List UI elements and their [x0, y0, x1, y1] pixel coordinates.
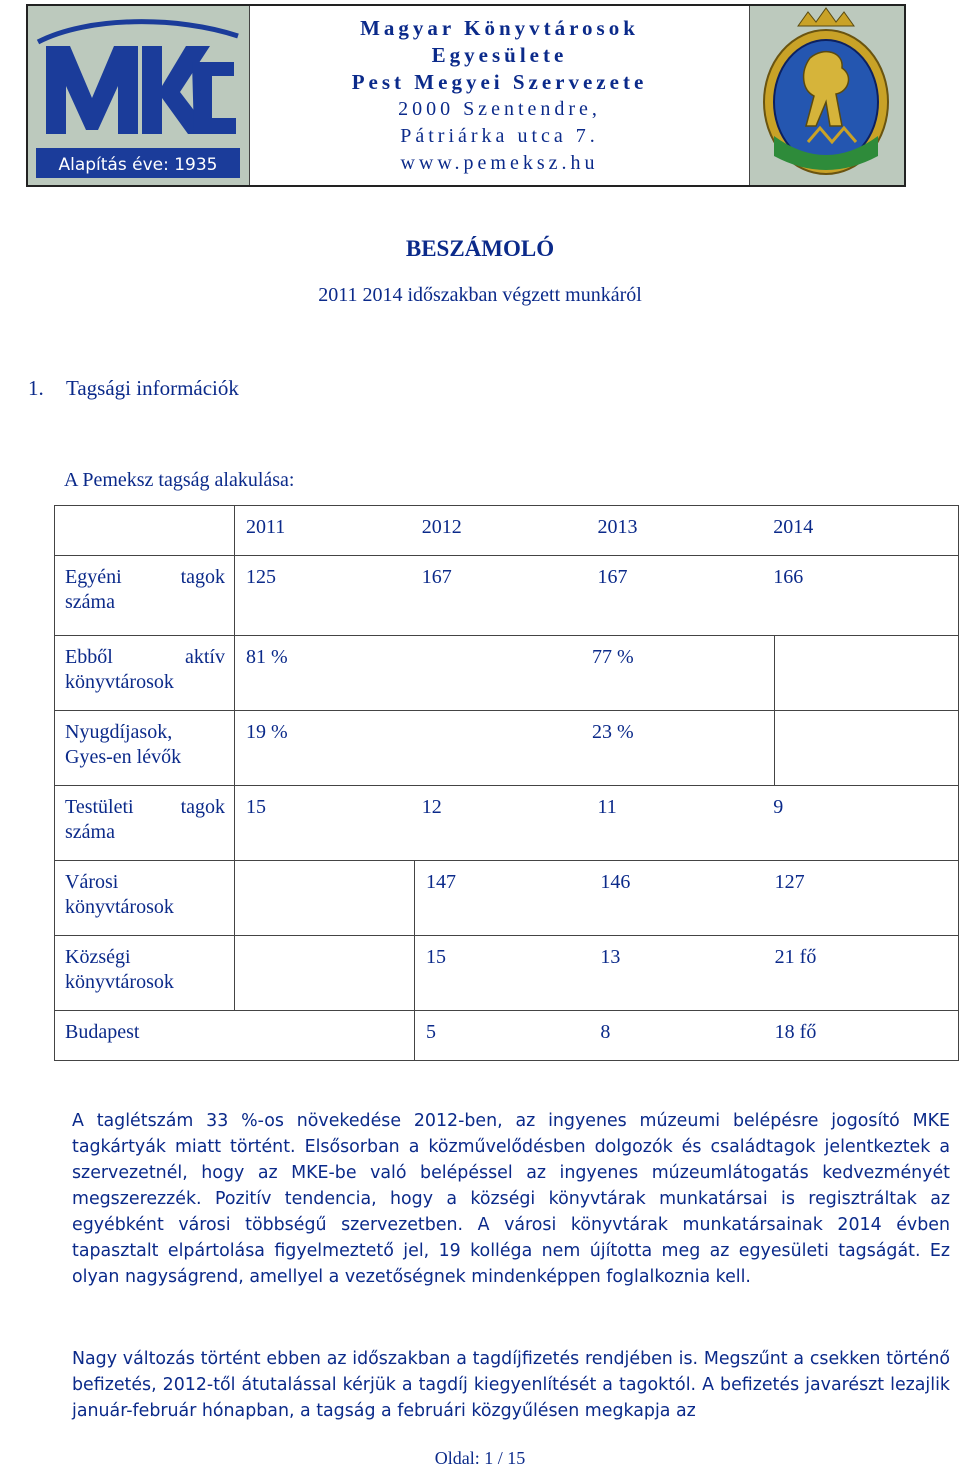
row-values-active-librarians: 81 % 77 %: [235, 636, 775, 711]
paragraph-fee-payment: Nagy változás történt ebben az időszakban a tagdíjfizetés rendjében is. Megszűnt a csekken történő befizetés, 2012-től átutalással kérjük a tagdíj kiegyenlítését a tagoktól. A befizetés javarészt lezajlik január-február hónapban, a tagság a februári közgyűlésen megkapja az: [72, 1349, 950, 1421]
row-value-budapest-2011: [235, 1011, 415, 1061]
org-address-line-2: Pátriárka utca 7.: [400, 124, 599, 147]
table-row: [55, 861, 959, 936]
org-name-line-3: Pest Megyei Szervezete: [351, 69, 648, 94]
pest-county-crest: [750, 6, 904, 185]
table-intro: A Pemeksz tagság alakulása:: [64, 469, 295, 491]
mke-logo-icon: [28, 6, 248, 185]
org-website-link[interactable]: www.pemeksz.hu: [400, 151, 599, 174]
row-values-individual-members: 125 167 167 166: [235, 556, 959, 636]
year-header-2012: 2012: [421, 516, 462, 538]
section-number: 1.: [28, 376, 44, 400]
row-values-city-librarians: 147 146 127: [415, 861, 959, 936]
membership-table: [54, 505, 959, 1061]
organisation-info: [250, 6, 750, 185]
row-label-pensioners: Nyugdíjasok, Gyes-en lévők: [55, 711, 235, 786]
coat-of-arms-icon: [750, 6, 902, 185]
table-row: [55, 936, 959, 1011]
row-label-village-librarians: Községi könyvtárosok: [55, 936, 235, 1011]
table-row: [55, 786, 959, 861]
row-value-city-librarians-2011: [235, 861, 415, 936]
row-values-village-librarians: 15 13 21 fő: [415, 936, 959, 1011]
row-label-budapest: Budapest: [55, 1011, 235, 1061]
table-header-years: [235, 506, 959, 556]
table-corner-cell: [55, 506, 235, 556]
org-name-line-1: Magyar Könyvtárosok: [360, 15, 639, 40]
table-row: [55, 556, 959, 636]
mke-logo: [28, 6, 250, 185]
section-title: Tagsági információk: [66, 376, 239, 400]
document-title: BESZÁMOLÓ: [405, 236, 555, 261]
table-row: [55, 1011, 959, 1061]
row-label-city-librarians: Városi könyvtárosok: [55, 861, 235, 936]
document-subtitle: 2011 2014 időszakban végzett munkáról: [318, 284, 642, 306]
row-value-village-librarians-2011: [235, 936, 415, 1011]
year-header-2011: 2011: [246, 516, 286, 538]
year-header-2013: 2013: [597, 516, 638, 538]
letterhead: [26, 4, 906, 187]
section-heading: [28, 376, 239, 401]
org-name-line-2: Egyesülete: [431, 42, 568, 67]
row-values-corporate-members: 15 12 11 9: [235, 786, 959, 861]
page-number: Oldal: 1 / 15: [434, 1448, 526, 1466]
table-row: [55, 636, 959, 711]
row-value-active-librarians-2014: [775, 636, 959, 711]
row-values-pensioners: 19 % 23 %: [235, 711, 775, 786]
table-row: [55, 711, 959, 786]
row-label-corporate-members: Testületi tagok száma: [55, 786, 235, 861]
row-value-pensioners-2014: [775, 711, 959, 786]
table-header-row: [55, 506, 959, 556]
row-values-budapest: 5 8 18 fő: [415, 1011, 959, 1061]
row-label-individual-members: Egyéni tagok száma: [55, 556, 235, 636]
org-address-line-1: 2000 Szentendre,: [398, 97, 601, 120]
logo-founded-text: Alapítás éve: 1935: [58, 155, 218, 175]
year-header-2014: 2014: [773, 516, 814, 538]
row-label-active-librarians: Ebből aktív könyvtárosok: [55, 636, 235, 711]
paragraph-membership-growth: A taglétszám 33 %-os növekedése 2012-ben, az ingyenes múzeumi belépésre jogosító MKE tagkártyák miatt történt. Elsősorban a közművelődésben dolgozók és családtagok jelentkeztek a szervezetnél, hogy az MKE-be való belépéssel az ingyenes múzeumlátogatás kedvezményét megszerezzék. Pozitív tendencia, hogy a községi könyvtárak munkatársai is regisztráltak az egyébként városi többségű szervezetben. A városi könyvtárak munkatársainak 2014 évben tapasztalt elpártolása figyelmeztető jel, 19 kolléga nem újította meg az egyesületi tagságát. Ez olyan nagyságrend, amellyel a vezetőségnek mindenképpen foglalkoznia kell.: [72, 1111, 950, 1287]
